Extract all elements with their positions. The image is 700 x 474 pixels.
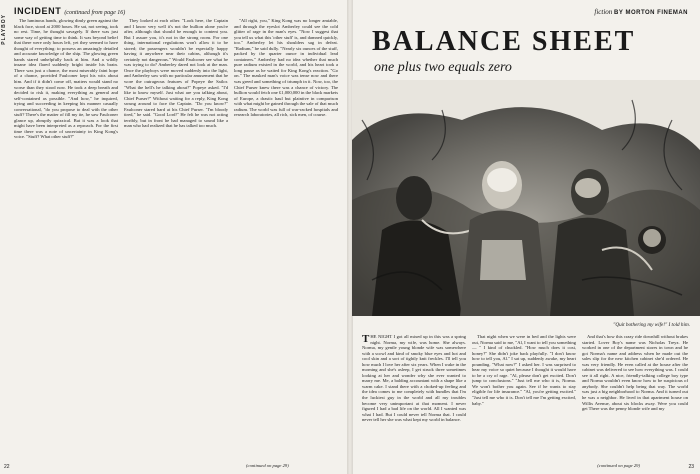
text-column-1 <box>362 334 466 466</box>
column-text: HE NIGHT I got all mixed up in this was a spring night. Norma, my wife, was home. She always. Norma, my gentle young blonde wife was somewhere with a scowl and kind of smoky blue eyes and hot and cool skin and a sort of tightly knit freckles. I'll tell you how much I love her after six years. When I wake in the morning and she's asleep, I get struck three sometimes looking at her and wonder why she ever wanted to marry me. Me, a balding accountant with a shape like a warm cake. I stand there with a choked-up feeling and the idea comes to me completely with bundles that I'm the luckiest guy in the world and all my troubles become very unimportant at that moment. I never figured I had a bad life on the world. All I wanted was what I had. But I could never tell Norma that. I could never tell her she was what kept my world in balance. <box>362 334 466 423</box>
story-title: BALANCE SHEET <box>372 26 636 57</box>
column-text: They looked at each other. "Look here, the Captain and I know very well it's not the bullion alone you're after, although that should be enough to content you. But I assure you, it's not in the strong room. For one thing, international regulations won't allow it to be stored; the passengers wouldn't be especially happy having it anywhere near their cabins, although it's certainly not dangerous." Would Faulconer see what he was trying to do? Amberley dared not look at the man. Once the playboys were moved suddenly into the light, and Amberley saw with no particular amusement that he wore the outrageous features of Popeye the Sailor. "What the hell's he talking about?" Popeye asked. "I'd like to know myself. Just what are you talking about, Chief Purser?" Without waiting for a reply, King Kong swung around to face the Captain. "Do you know?" Faulconer stared hard at his Chief Purser. "I'm bloody tired," he said. "Good Lord!" He felt he was not acting terribly, but in front he had managed to sound like a man who had realized that he has talked too much. <box>124 18 228 129</box>
text-column-2 <box>472 334 576 466</box>
illustration-caption: "Quit bothering my wife!" I told him. <box>613 322 690 328</box>
text-column-3 <box>234 18 338 454</box>
ink-illustration <box>352 80 700 316</box>
text-column-1 <box>14 18 118 454</box>
section-tab: PLAYBOY <box>1 14 7 45</box>
story-header <box>14 6 125 16</box>
column-text: "All right, you," King Kong was no longer amiable, and through the eyeslot Amberley could see the cold glitter of rage in the man's eyes. "Now I suggest that you tell us what this 'other stuff' is, and damned quickly, too." Amberley let his shoulders sag in defeat. "Radium," he said dully. "Nearly six ounces of the stuff, packed by the quarter ounce in individual lead containers." Amberley had no idea whether that much pure radium existed in the world, and his heart took a long pause as he waited for King Kong's reaction. "Go on." The masked man's voice was tense now and there was greed and something of triumph in it. Now, too, the Chief Purser knew there was a chance of victory. The bullion would fetch one £1,000,000 in the black markets of Europe, a drastic haul but plaintive in comparison with what might be gained through the sale of that much radium. The world was full of war-racked hospitals and research laboratories, all rich, sick men, of course. <box>234 18 338 118</box>
left-page <box>0 0 348 474</box>
story-header-note: (continued from page 16) <box>64 10 126 16</box>
text-column-2 <box>124 18 228 454</box>
drop-cap: T <box>362 334 370 345</box>
story-header-title: INCIDENT <box>14 6 62 16</box>
byline-author: BY MORTON FINEMAN <box>614 10 688 16</box>
byline <box>594 8 688 16</box>
story-subtitle: one plus two equals zero <box>374 60 512 75</box>
column-text: And that's how this crazy ride downhill without brakes started. Lover Boy's name was Nicholas Treyz. He worked in one of the department stores in town and he got Norma's name and address when he made out the sales slip for the new kitchen cabinet she'd ordered. He was very friendly. He even called at the house after the cabinet was delivered to see how everything was. I could see it all right. A nice, friendly-talking college boy type and Norma wouldn't even know how to be suspicious of anybody. She couldn't help being that way. The world was just a big neighborhood to Norma. And it turned out he was a neighbor. He lived in that apartment house on Willis Avenue, about six blocks away. Were you could get There was the penny blonde wife and my <box>582 334 688 412</box>
column-text: The luminous hands, glowing dimly green against the black face, stood at 2000 hours. He sat, not seeing, took no rest. Time, he thought savagely. If there was just some way of getting time to think. It was beyond belief that there were only hours left, yet they seemed to have thought of everything: to possess an amazingly detailed and accurate knowledge of the ship. The glowing green hands stared unhelpfully back at him. And a wildly insane idea flared suddenly bright inside his brain. There was just a chance, the most miserably faint hope of a chance, provided Faulconer kept his wits about him. And if it didn't come off, matters would stand no worse than they stood now. He took a deep breath and decided to risk it, making everything as general and self-contained as possible. "And how," he inquired, trying and succeeding in keeping his manner casually conversational, "do you propose to deal with the other stuff? There's the matter of fill my ite, he saw Faulconer glance up, abruptly quizzical. But it was a look that might have been interpreted as a reproach. For the first time there was a note of uncertainty in King Kong's voice. "Stuff? What other stuff?" <box>14 18 118 140</box>
byline-prefix: fiction <box>594 8 613 16</box>
page-number: 23 <box>688 464 694 470</box>
text-column-3 <box>582 334 688 466</box>
page-number: 22 <box>4 464 10 470</box>
continued-note: (continued on page 29) <box>246 463 289 468</box>
right-page <box>352 0 700 474</box>
continued-note: (continued on page 29) <box>597 463 640 468</box>
illustration-drawing <box>352 80 700 316</box>
column-text: That night when we were in bed and the lights were out, Norma said to me, "Al, I want to tell you something — " I kind of chuckled. "How much does it cost, honey?" She didn't joke back playfully. "I don't know how to tell you, Al." I sat up, suddenly awake, my heart pounding. "What now?" I asked her. I was surprised to hear my voice so quiet because I thought it would have to be a cry of rage. "Al, please don't get excited. Don't jump to conclusions." "Just tell me who it is, Norma. We won't bother you again. See if he wants to stay eligible for life insurance." "Al, you're getting excited." "Just tell me who it is. Don't tell me I'm getting excited, baby." <box>472 334 576 406</box>
